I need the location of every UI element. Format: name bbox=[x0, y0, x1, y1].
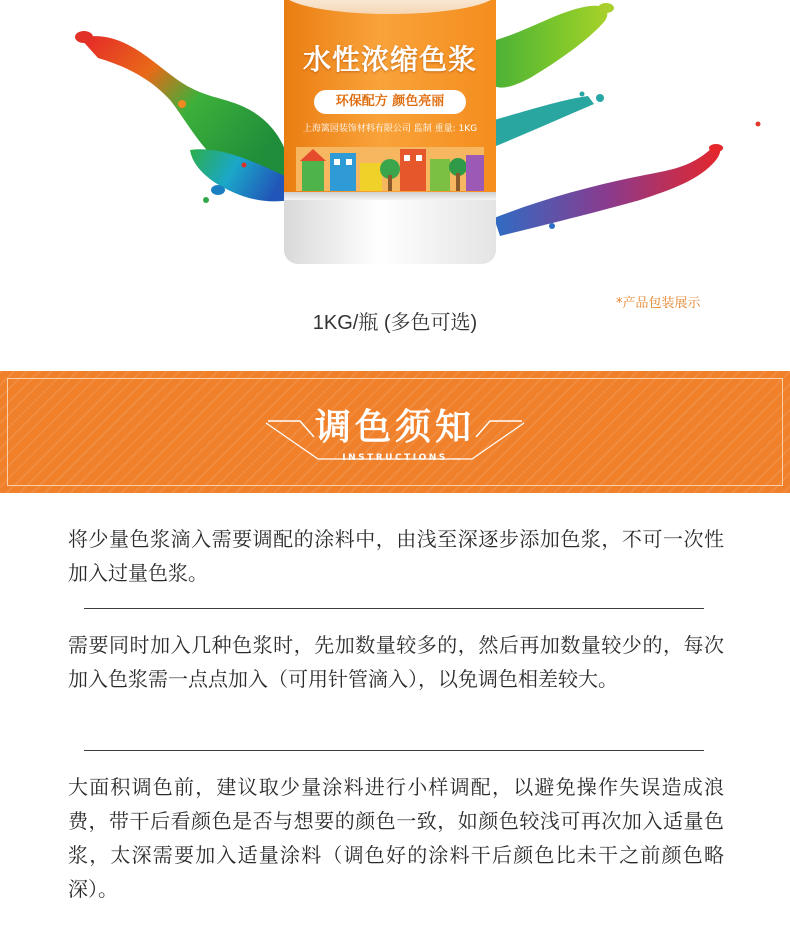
product-bottle bbox=[284, 0, 496, 265]
divider bbox=[84, 750, 704, 751]
splash-drop-red-far bbox=[756, 122, 761, 127]
instruction-paragraph-1: 将少量色浆滴入需要调配的涂料中，由浅至深逐步添加色浆，不可一次性加入过量色浆。 bbox=[68, 527, 724, 585]
instructions-banner bbox=[0, 371, 790, 493]
splash-drop-red bbox=[75, 31, 93, 43]
product-hero bbox=[0, 0, 790, 345]
banner-subtitle: INSTRUCTIONS bbox=[342, 453, 448, 463]
splash-drop-red-small bbox=[242, 163, 247, 168]
splash-right-lower bbox=[494, 145, 720, 236]
splash-drop-teal-small bbox=[580, 92, 585, 97]
splash-drop-orange bbox=[178, 100, 186, 108]
bottle-base bbox=[284, 192, 496, 264]
splash-drop-teal bbox=[596, 94, 604, 102]
product-caption: 1KG/瓶 (多色可选) bbox=[312, 312, 478, 334]
splash-left-swirl bbox=[80, 36, 290, 181]
bottle-company: 上海篱园装饰材料有限公司 监制 重量: 1KG bbox=[302, 124, 478, 134]
bottle-tagline: 环保配方 颜色亮丽 bbox=[314, 90, 466, 114]
splash-right-teal bbox=[494, 96, 594, 146]
splash-drop-red-right bbox=[709, 144, 723, 152]
splash-drop-blue-right bbox=[549, 223, 555, 229]
splash-drop-green bbox=[203, 197, 209, 203]
splash-drop-blue bbox=[211, 185, 225, 195]
divider bbox=[84, 608, 704, 609]
bottle-title: 水性浓缩色浆 bbox=[302, 43, 477, 76]
splash-drop-lime bbox=[598, 3, 614, 13]
splash-right-green bbox=[494, 6, 607, 88]
houses-illustration bbox=[296, 135, 484, 191]
instruction-paragraph-2: 需要同时加入几种色浆时，先加数量较多的，然后再加数量较少的，每次加入色浆需一点点加入（可用针管滴入），以免调色相差较大。 bbox=[68, 633, 724, 691]
instruction-paragraph-3: 大面积调色前，建议取少量涂料进行小样调配，以避免操作失误造成浪费，带干后看颜色是否与想要的颜色一致，如颜色较浅可再次加入适量色浆，太深需要加入适量涂料（调色好的涂料干后颜色比未干之前颜色略深）。 bbox=[68, 775, 724, 901]
banner-title: 调色须知 bbox=[314, 407, 475, 448]
packaging-note: *产品包装展示 bbox=[616, 296, 701, 311]
